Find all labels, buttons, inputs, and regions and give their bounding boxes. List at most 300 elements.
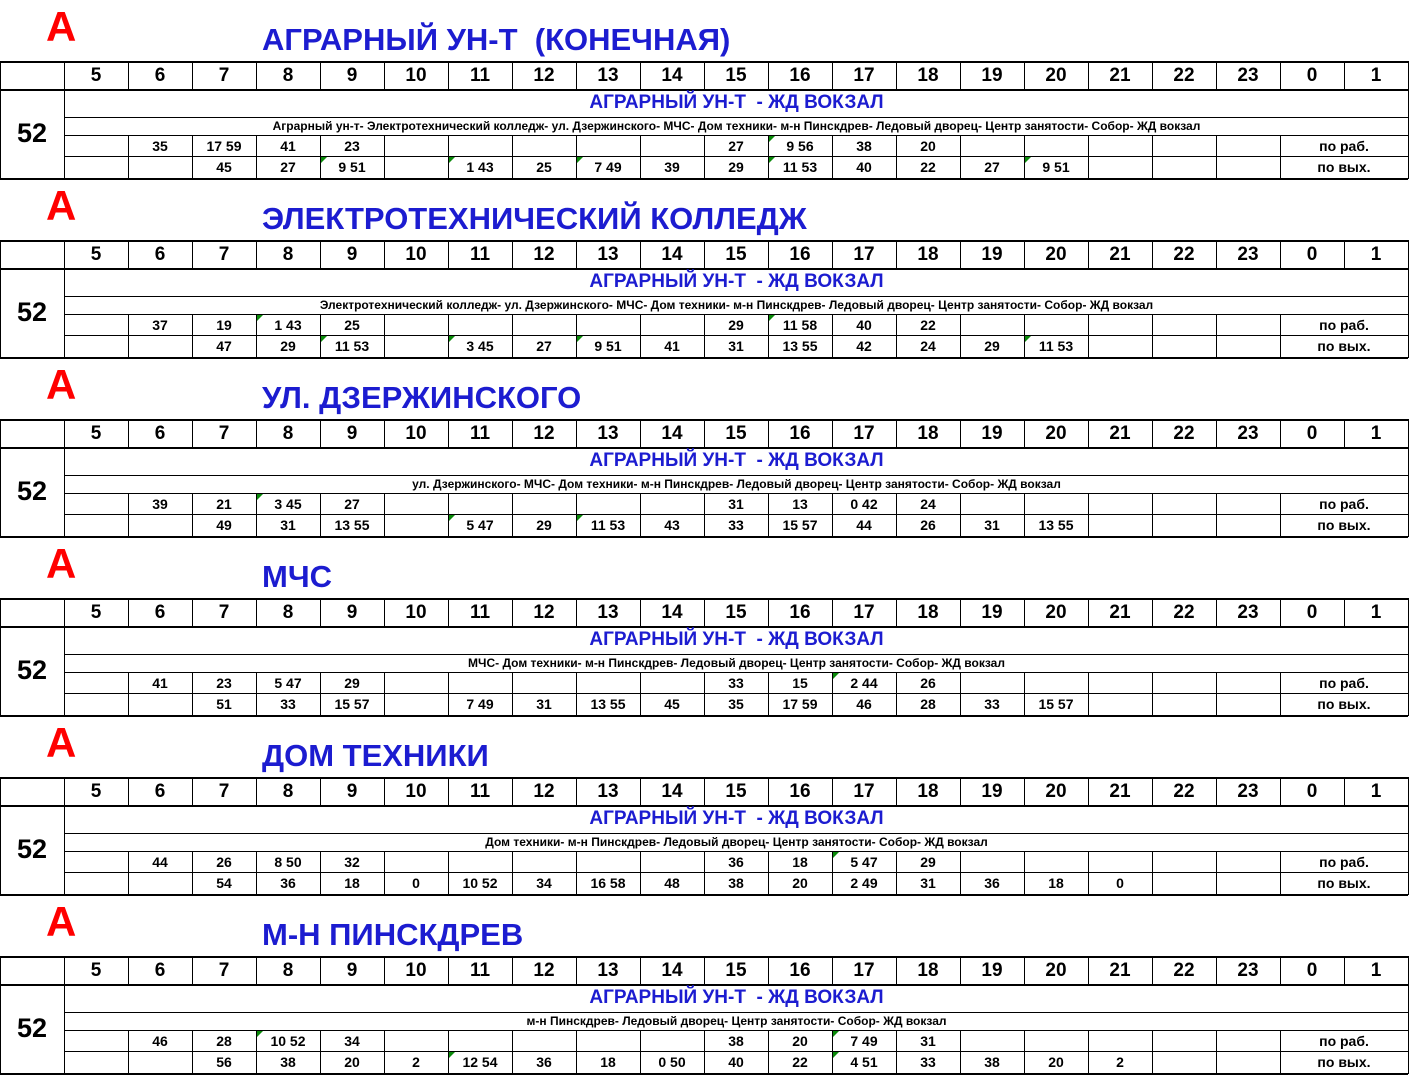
hour-header: 12 [533,244,555,265]
stop-title: М-Н ПИНСКДРЕВ [262,917,524,952]
cell-comment-marker [321,336,327,342]
workday-time [64,1031,128,1051]
route-direction: АГРАРНЫЙ УН-Т - ЖД ВОКЗАЛ [589,629,884,650]
cell-comment-marker [1025,157,1031,163]
workday-time [960,315,1024,335]
workday-time [512,494,576,514]
hour-header: 11 [469,960,491,981]
weekend-time: 18 [600,1054,616,1070]
cell-comment-marker [577,336,583,342]
weekend-time: 15 57 [334,696,370,712]
weekend-time: 56 [216,1054,232,1070]
route-direction: АГРАРНЫЙ УН-Т - ЖД ВОКЗАЛ [589,450,884,471]
stop-title: ЭЛЕКТРОТЕХНИЧЕСКИЙ КОЛЛЕДЖ [262,201,807,236]
weekend-time: 20 [792,875,808,891]
workday-time: 29 [344,675,360,691]
hour-header: 8 [282,781,294,802]
workday-time [512,1031,576,1051]
hour-header: 7 [218,960,230,981]
stop-block [0,895,1409,1074]
workday-time: 13 [792,496,808,512]
hour-header: 20 [1045,960,1067,981]
workday-time [960,852,1024,872]
hour-header: 21 [1109,65,1131,86]
workday-time: 3 45 [274,496,302,512]
workday-time: 0 42 [850,496,878,512]
workday-time [1216,494,1280,514]
weekend-time [384,157,448,177]
hour-header: 12 [533,423,555,444]
weekend-time: 5 47 [466,517,494,533]
weekend-time: 31 [984,517,1000,533]
hour-header: 21 [1109,423,1131,444]
weekend-time: 12 54 [462,1054,498,1070]
weekend-time [1152,1052,1216,1072]
weekend-time: 31 [280,517,296,533]
weekend-time [384,515,448,535]
weekend-time: 35 [728,696,744,712]
hour-header: 8 [282,244,294,265]
route-number: 52 [16,476,48,506]
weekend-time: 18 [1048,875,1064,891]
weekend-time [1152,873,1216,893]
weekend-time [1152,336,1216,356]
hour-header: 23 [1237,602,1259,623]
weekend-time: 31 [728,338,744,354]
workday-time: 10 52 [270,1033,306,1049]
hour-header: 7 [218,244,230,265]
weekend-time [128,515,192,535]
weekend-time: 48 [664,875,680,891]
hour-header: 6 [154,423,166,444]
workday-time: 38 [856,138,872,154]
hour-header: 12 [533,781,555,802]
weekend-time: 13 55 [782,338,818,354]
weekend-time: 25 [536,159,552,175]
workday-time [1152,852,1216,872]
weekend-time: 20 [344,1054,360,1070]
workday-time: 9 56 [786,138,814,154]
weekend-time: 20 [1048,1054,1064,1070]
weekend-time [1088,515,1152,535]
weekend-time: 13 55 [1038,517,1074,533]
workday-time [1216,136,1280,156]
weekend-time: 3 45 [466,338,494,354]
weekend-time: 29 [536,517,552,533]
weekend-time [1152,157,1216,177]
stop-title: АГРАРНЫЙ УН-Т (КОНЕЧНАЯ) [262,22,731,57]
weekend-time: 40 [728,1054,744,1070]
hour-header: 19 [981,960,1003,981]
hour-header: 6 [154,781,166,802]
workday-time [640,673,704,693]
hour-header: 18 [917,781,939,802]
workday-time: 18 [792,854,808,870]
workday-time: 44 [152,854,168,870]
workday-time [576,1031,640,1051]
hour-header: 6 [154,244,166,265]
hour-header: 17 [853,781,875,802]
weekend-time: 29 [728,159,744,175]
workday-time: 38 [728,1033,744,1049]
stop-marker-letter: А [46,361,77,408]
hour-header: 19 [981,423,1003,444]
stop-block [0,179,1409,358]
hour-header: 17 [853,423,875,444]
weekend-time: 22 [920,159,936,175]
hour-header: 7 [218,781,230,802]
weekend-time: 42 [856,338,872,354]
cell-comment-marker [257,1031,263,1037]
workday-time [448,673,512,693]
workday-time [1088,494,1152,514]
workday-time [1024,494,1088,514]
workday-time: 29 [920,854,936,870]
weekend-time: 54 [216,875,232,891]
workday-time [64,852,128,872]
hour-header: 16 [789,781,811,802]
weekend-time [1216,515,1280,535]
hour-header: 20 [1045,781,1067,802]
weekend-time [64,1052,128,1072]
hour-header: 13 [597,960,619,981]
weekend-time: 38 [984,1054,1000,1070]
workday-time [640,1031,704,1051]
workday-time: 19 [216,317,232,333]
hour-header: 14 [661,65,683,86]
weekend-time: 31 [536,696,552,712]
hour-header: 10 [405,65,427,86]
hour-header: 1 [1370,960,1382,981]
weekend-time: 40 [856,159,872,175]
workday-time [64,136,128,156]
hour-header: 8 [282,602,294,623]
hour-header: 5 [90,65,102,86]
hour-header: 12 [533,65,555,86]
hour-header: 7 [218,602,230,623]
weekend-time: 33 [920,1054,936,1070]
workday-time [576,136,640,156]
weekend-time [64,336,128,356]
weekend-time [128,336,192,356]
workday-time: 36 [728,854,744,870]
workday-time [1088,136,1152,156]
weekend-time: 13 55 [334,517,370,533]
hour-header: 0 [1306,960,1318,981]
hour-header: 9 [346,602,358,623]
workday-time: 32 [344,854,360,870]
weekend-time: 45 [664,696,680,712]
hour-header: 21 [1109,781,1131,802]
hour-header: 12 [533,960,555,981]
weekend-time: 11 53 [782,159,818,175]
weekend-time: 7 49 [594,159,622,175]
workday-time [64,494,128,514]
weekend-time: 51 [216,696,232,712]
cell-comment-marker [257,494,263,500]
hour-header: 15 [725,781,747,802]
route-number: 52 [16,118,48,148]
weekend-time: 33 [984,696,1000,712]
hour-header: 22 [1173,960,1195,981]
hour-header: 23 [1237,423,1259,444]
hour-header: 21 [1109,244,1131,265]
workday-time: 23 [216,675,232,691]
cell-comment-marker [769,157,775,163]
hour-header: 17 [853,244,875,265]
stop-marker-letter: А [46,719,77,766]
weekend-time: 9 51 [594,338,622,354]
workday-time: 27 [344,496,360,512]
hour-header: 10 [405,781,427,802]
hour-header: 19 [981,781,1003,802]
hour-header: 15 [725,960,747,981]
hour-header: 1 [1370,602,1382,623]
workday-time [1152,315,1216,335]
weekend-time: 44 [856,517,872,533]
workday-time [64,673,128,693]
weekend-time: 15 57 [782,517,818,533]
workday-time [640,315,704,335]
weekend-label: по вых. [1317,696,1371,712]
stop-marker-letter: А [46,540,77,587]
hour-header: 10 [405,602,427,623]
workday-time [960,136,1024,156]
hour-header: 17 [853,602,875,623]
cell-comment-marker [769,315,775,321]
cell-comment-marker [833,1052,839,1058]
workday-time [576,494,640,514]
hour-header: 5 [90,960,102,981]
hour-header: 20 [1045,423,1067,444]
stop-title: УЛ. ДЗЕРЖИНСКОГО [262,380,582,415]
weekend-time [64,157,128,177]
workday-time [960,673,1024,693]
weekend-time: 34 [536,875,552,891]
weekend-time: 2 49 [850,875,878,891]
stop-block [0,358,1409,537]
weekend-time: 36 [280,875,296,891]
weekend-time [1216,336,1280,356]
weekend-time: 27 [536,338,552,354]
workday-time [64,315,128,335]
weekend-time [64,873,128,893]
hour-header: 0 [1306,781,1318,802]
route-number: 52 [16,297,48,327]
workday-time: 20 [920,138,936,154]
hour-header: 22 [1173,423,1195,444]
weekend-label: по вых. [1317,517,1371,533]
hour-header: 23 [1237,781,1259,802]
weekend-time [64,694,128,714]
hour-header: 9 [346,423,358,444]
workday-time: 28 [216,1033,232,1049]
workday-time [640,852,704,872]
weekend-time [1152,694,1216,714]
workday-time [1216,1031,1280,1051]
workday-time: 8 50 [274,854,302,870]
hour-header: 14 [661,781,683,802]
weekend-time [1088,336,1152,356]
workday-label: по раб. [1319,675,1369,691]
route-stop-list: м-н Пинскдрев- Ледовый дворец- Центр занятости- Собор- ЖД вокзал [526,1014,947,1028]
hour-header: 13 [597,244,619,265]
cell-comment-marker [833,673,839,679]
workday-time: 27 [728,138,744,154]
hour-header: 9 [346,781,358,802]
workday-time: 24 [920,496,936,512]
weekend-time [1152,515,1216,535]
workday-time [384,673,448,693]
route-number: 52 [16,655,48,685]
workday-time: 34 [344,1033,360,1049]
hour-header: 19 [981,244,1003,265]
workday-label: по раб. [1319,1033,1369,1049]
weekend-time [1216,873,1280,893]
workday-time: 1 43 [274,317,302,333]
hour-header: 22 [1173,781,1195,802]
hour-header: 5 [90,602,102,623]
stop-marker-letter: А [46,182,77,229]
workday-time [1152,136,1216,156]
hour-header: 12 [533,602,555,623]
hour-header: 18 [917,244,939,265]
weekend-time [128,157,192,177]
hour-header: 14 [661,423,683,444]
workday-time [512,852,576,872]
hour-header: 21 [1109,960,1131,981]
workday-time [448,315,512,335]
workday-time [448,494,512,514]
workday-time [1152,494,1216,514]
weekend-time: 29 [984,338,1000,354]
hour-header: 7 [218,65,230,86]
hour-header: 21 [1109,602,1131,623]
weekend-time: 2 [1116,1054,1124,1070]
workday-time [448,136,512,156]
hour-header: 23 [1237,960,1259,981]
hour-header: 13 [597,65,619,86]
hour-header: 11 [469,244,491,265]
route-stop-list: Аграрный ун-т- Электротехнический колледж- ул. Дзержинского- МЧС- Дом техники- м-н Пинскдрев- Ледовый дворец- Центр занятости- Собор- ЖД вокзал [272,119,1201,133]
weekend-time [128,1052,192,1072]
hour-header: 9 [346,244,358,265]
hour-header: 16 [789,423,811,444]
weekend-time [1216,1052,1280,1072]
weekend-time: 36 [984,875,1000,891]
weekend-time: 22 [792,1054,808,1070]
weekend-time: 18 [344,875,360,891]
weekend-time: 38 [728,875,744,891]
hour-header: 11 [469,423,491,444]
weekend-time: 13 55 [590,696,626,712]
weekend-time: 41 [664,338,680,354]
weekend-time: 24 [920,338,936,354]
hour-header: 20 [1045,65,1067,86]
workday-label: по раб. [1319,317,1369,333]
weekend-time: 9 51 [1042,159,1070,175]
hour-header: 5 [90,423,102,444]
hour-header: 1 [1370,781,1382,802]
workday-time: 5 47 [850,854,878,870]
hour-header: 10 [405,960,427,981]
hour-header: 16 [789,244,811,265]
hour-header: 19 [981,65,1003,86]
workday-time: 33 [728,675,744,691]
workday-time [448,1031,512,1051]
hour-header: 6 [154,960,166,981]
workday-time [512,315,576,335]
stop-marker-letter: А [46,898,77,945]
route-direction: АГРАРНЫЙ УН-Т - ЖД ВОКЗАЛ [589,271,884,292]
workday-label: по раб. [1319,138,1369,154]
workday-time [384,136,448,156]
workday-time: 11 58 [782,317,818,333]
cell-comment-marker [449,515,455,521]
hour-header: 8 [282,65,294,86]
workday-label: по раб. [1319,496,1369,512]
weekend-time: 26 [920,517,936,533]
workday-time: 2 44 [850,675,878,691]
workday-time [960,494,1024,514]
stop-block [0,716,1409,895]
hour-header: 8 [282,423,294,444]
workday-time: 22 [920,317,936,333]
workday-time [576,673,640,693]
cell-comment-marker [449,336,455,342]
hour-header: 13 [597,423,619,444]
weekend-time [1216,694,1280,714]
workday-time: 26 [920,675,936,691]
hour-header: 18 [917,960,939,981]
weekend-time [1088,157,1152,177]
cell-comment-marker [449,1052,455,1058]
hour-header: 15 [725,244,747,265]
hour-header: 6 [154,602,166,623]
stop-title: МЧС [262,559,332,594]
workday-time [384,852,448,872]
hour-header: 6 [154,65,166,86]
hour-header: 13 [597,781,619,802]
hour-header: 10 [405,244,427,265]
workday-time [1024,673,1088,693]
hour-header: 17 [853,65,875,86]
weekend-time: 39 [664,159,680,175]
route-direction: АГРАРНЫЙ УН-Т - ЖД ВОКЗАЛ [589,987,884,1008]
workday-time [512,136,576,156]
hour-header: 14 [661,602,683,623]
workday-time [576,315,640,335]
hour-header: 20 [1045,244,1067,265]
weekend-time: 11 53 [1038,338,1074,354]
hour-header: 8 [282,960,294,981]
weekend-time: 0 [1116,875,1124,891]
workday-time: 26 [216,854,232,870]
workday-time [1024,1031,1088,1051]
hour-header: 11 [469,602,491,623]
route-stop-list: Электротехнический колледж- ул. Дзержинского- МЧС- Дом техники- м-н Пинскдрев- Ледовый дворец- Центр занятости- Собор- ЖД вокзал [319,298,1154,312]
route-number: 52 [16,1013,48,1043]
route-stop-list: ул. Дзержинского- МЧС- Дом техники- м-н Пинскдрев- Ледовый дворец- Центр занятости- Собор- ЖД вокзал [412,477,1061,491]
weekend-time: 16 58 [590,875,626,891]
hour-header: 23 [1237,65,1259,86]
cell-comment-marker [449,157,455,163]
weekend-time: 33 [280,696,296,712]
weekend-time: 46 [856,696,872,712]
workday-time [1024,136,1088,156]
stop-block [0,0,1409,179]
hour-header: 5 [90,244,102,265]
